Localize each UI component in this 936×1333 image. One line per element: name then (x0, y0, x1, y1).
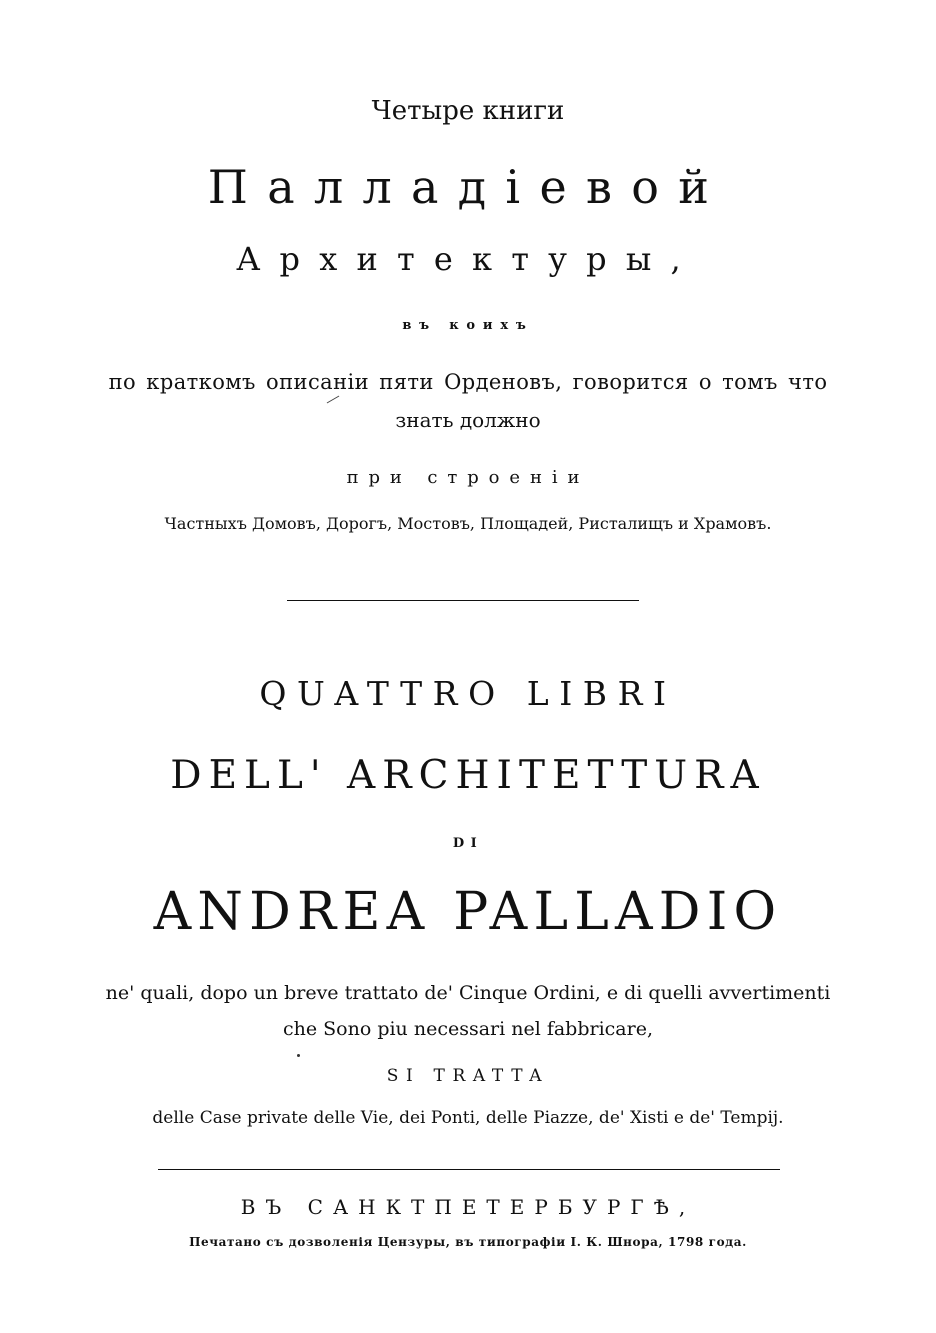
italian-description-line-2: che Sono piu necessari nel fabbricare, (282, 1018, 654, 1040)
ink-mark (327, 396, 340, 404)
russian-heading-construction: при строеніи (346, 467, 590, 488)
ink-dot (297, 1054, 300, 1057)
russian-title-palladio: Палладіевой (207, 160, 729, 214)
russian-title-architecture: Архитектуры, (236, 240, 700, 278)
italian-description-line-1: ne' quali, dopo un breve trattato de' Cinque Ordini, e di quelli avvertimenti (105, 982, 831, 1004)
author-name: ANDREA PALLADIO (153, 882, 783, 942)
russian-subtitle-in-which: въ коихъ (402, 318, 534, 333)
russian-building-types: Частныхъ Домовъ, Дорогъ, Мостовъ, Площадей, Ристалищъ и Храмовъ. (164, 514, 772, 533)
italian-heading-si-tratta: SI TRATTA (386, 1066, 550, 1086)
italian-building-types: delle Case private delle Vie, dei Ponti, delle Piazze, de' Xisti e de' Tempij. (152, 1108, 784, 1128)
divider-rule (287, 600, 639, 601)
imprint-place: ВЪ САНКТПЕТЕРБУРГѢ, (240, 1195, 696, 1219)
imprint-printer: Печатано съ дозволенія Цензуры, въ типографіи І. К. Шнора, 1798 года. (189, 1235, 747, 1249)
italian-title-line-1: QUATTRO LIBRI (259, 674, 677, 713)
russian-description-line-2: знать должно (395, 408, 541, 432)
russian-description-line-1: по краткомъ описаніи пяти Орденовъ, говорится о томъ что (108, 370, 828, 394)
divider-rule (158, 1169, 780, 1170)
italian-title-architettura: DELL' ARCHITETTURA (170, 753, 766, 798)
italian-title-di: DI (452, 836, 484, 851)
russian-title-line-1: Четыре книги (371, 96, 565, 126)
